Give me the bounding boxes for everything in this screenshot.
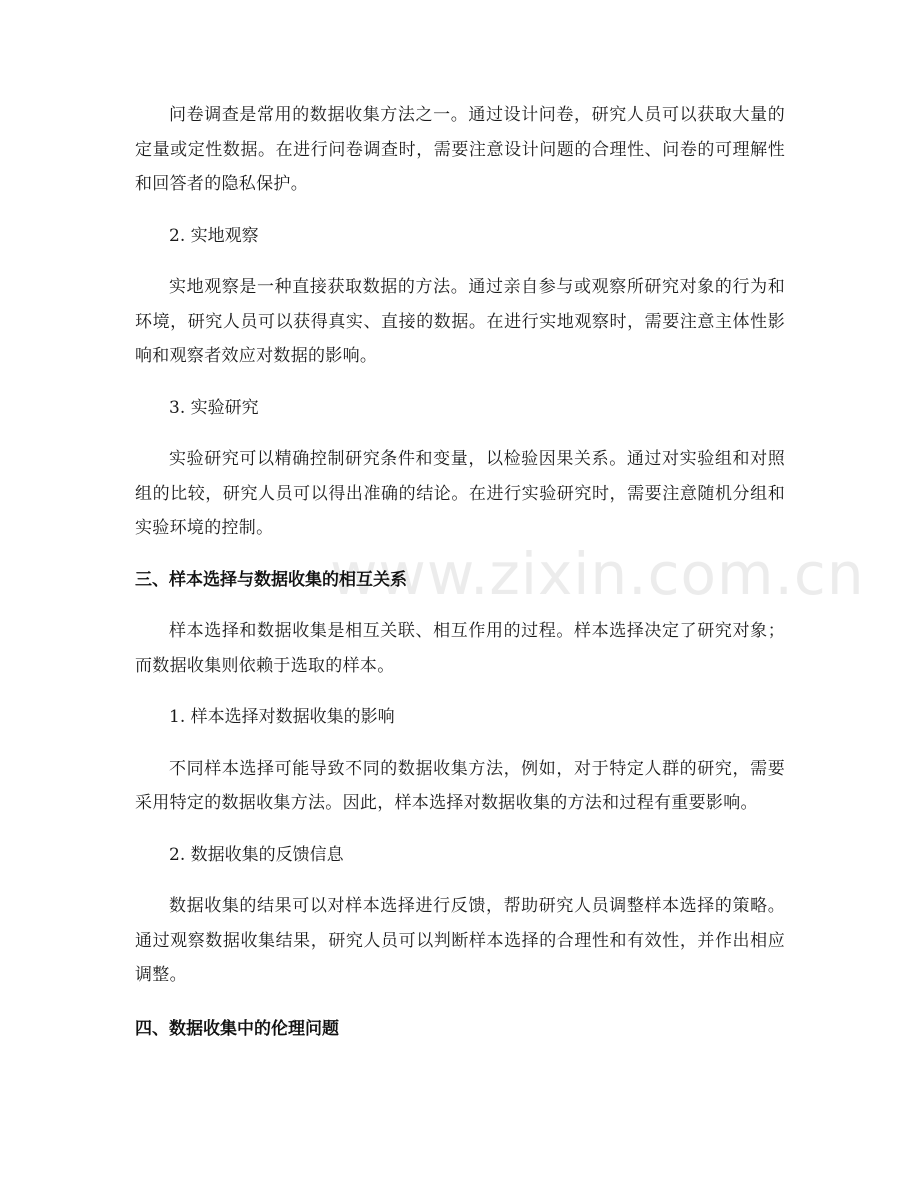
section-heading-3: 三、样本选择与数据收集的相互关系 [135,569,407,590]
paragraph-experiment: 实验研究可以精确控制研究条件和变量，以检验因果关系。通过对实验组和对照组的比较，研究人员可以得出准确的结论。在进行实验研究时，需要注意随机分组和实验环境的控制。 [135,449,785,538]
document-body [135,98,785,1046]
paragraph-relationship: 样本选择和数据收集是相互关联、相互作用的过程。样本选择决定了研究对象；而数据收集则依赖于选取的样本。 [135,621,785,676]
list-item-experiment: 3. 实验研究 [169,397,259,418]
watermark: www.zixin.com.cn [330,540,865,608]
paragraph-sample-impact: 不同样本选择可能导致不同的数据收集方法，例如，对于特定人群的研究，需要采用特定的数据收集方法。因此，样本选择对数据收集的方法和过程有重要影响。 [135,758,785,813]
list-item-feedback: 2. 数据收集的反馈信息 [169,844,344,865]
paragraph-feedback: 数据收集的结果可以对样本选择进行反馈，帮助研究人员调整样本选择的策略。通过观察数据收集结果，研究人员可以判断样本选择的合理性和有效性，并作出相应调整。 [135,896,785,985]
list-item-sample-impact: 1. 样本选择对数据收集的影响 [169,707,395,727]
paragraph-questionnaire: 问卷调查是常用的数据收集方法之一。通过设计问卷，研究人员可以获取大量的定量或定性数据。在进行问卷调查时，需要注意设计问题的合理性、问卷的可理解性和回答者的隐私保护。 [135,105,785,194]
list-item-field-observation: 2. 实地观察 [169,225,259,246]
paragraph-field-observation: 实地观察是一种直接获取数据的方法。通过亲自参与或观察所研究对象的行为和环境，研究人员可以获得真实、直接的数据。在进行实地观察时，需要注意主体性影响和观察者效应对数据的影响。 [135,277,785,366]
section-heading-4: 四、数据收集中的伦理问题 [135,1018,339,1039]
